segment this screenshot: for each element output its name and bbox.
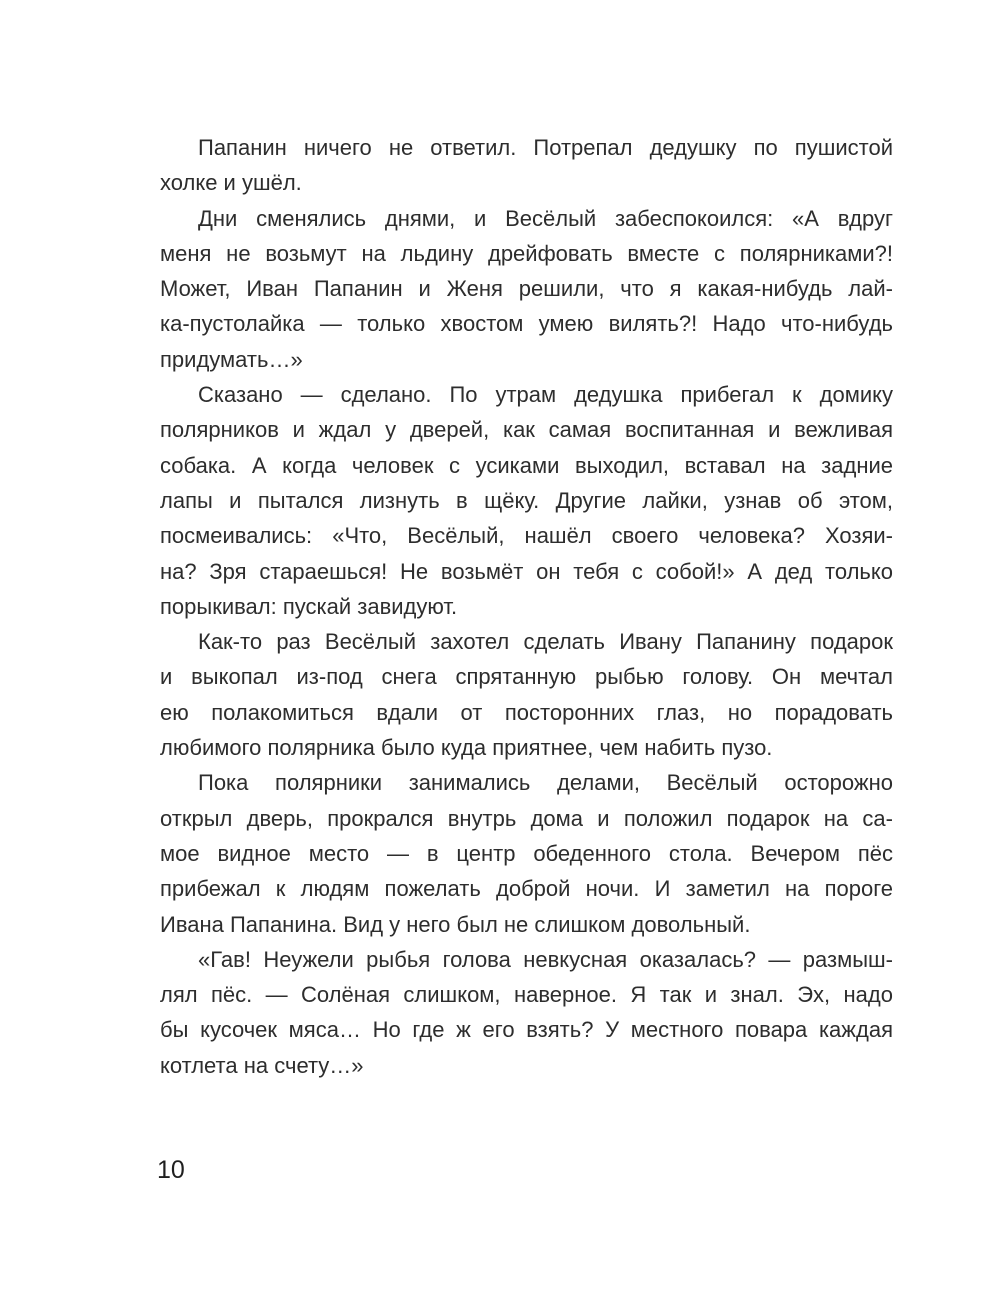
text-line: Может, Иван Папанин и Женя решили, что я какая-нибудь лай- bbox=[160, 276, 893, 302]
paragraph bbox=[160, 624, 893, 765]
text-line: порыкивал: пускай завидуют. bbox=[160, 593, 458, 619]
text-line: Пока полярники занимались делами, Весёлый осторожно bbox=[198, 770, 893, 796]
paragraph bbox=[160, 942, 893, 1083]
text-line: котлета на счету…» bbox=[160, 1052, 364, 1078]
paragraph bbox=[160, 130, 893, 201]
text-line: любимого полярника было куда приятнее, чем набить пузо. bbox=[160, 735, 773, 761]
text-line: и выкопал из-под снега спрятанную рыбью голову. Он мечтал bbox=[160, 664, 893, 690]
paragraph bbox=[160, 377, 893, 624]
text-line: Папанин ничего не ответил. Потрепал дедушку по пушистой bbox=[198, 135, 893, 160]
paragraph bbox=[160, 765, 893, 941]
text-line: лял пёс. — Солёная слишком, наверное. Я так и знал. Эх, надо bbox=[160, 982, 893, 1008]
text-line: Сказано — сделано. По утрам дедушка прибегал к домику bbox=[198, 382, 893, 408]
text-line: мое видное место — в центр обеденного стола. Вечером пёс bbox=[160, 840, 893, 866]
paragraph bbox=[160, 201, 893, 377]
text-line: собака. А когда человек с усиками выходил, вставал на задние bbox=[160, 452, 893, 478]
text-line: лапы и пытался лизнуть в щёку. Другие лайки, узнав об этом, bbox=[160, 487, 893, 513]
text-line: Как-то раз Весёлый захотел сделать Ивану Папанину подарок bbox=[198, 629, 893, 655]
text-line: придумать…» bbox=[160, 346, 303, 372]
text-line: Дни сменялись днями, и Весёлый забеспокоился: «А вдруг bbox=[198, 205, 893, 231]
text-line: бы кусочек мяса… Но где ж его взять? У местного повара каждая bbox=[160, 1017, 893, 1043]
page-number: 10 bbox=[157, 1156, 185, 1184]
text-block bbox=[160, 130, 893, 1083]
text-line: прибежал к людям пожелать доброй ночи. И заметил на пороге bbox=[160, 876, 893, 902]
text-line: ка-пустолайка — только хвостом умею вилять?! Надо что-нибудь bbox=[160, 311, 893, 337]
text-line: меня не возьмут на льдину дрейфовать вместе с полярниками?! bbox=[160, 240, 893, 266]
text-line: Ивана Папанина. Вид у него был не слишком довольный. bbox=[160, 911, 751, 937]
text-line: полярников и ждал у дверей, как самая воспитанная и вежливая bbox=[160, 417, 893, 443]
text-line: посмеивались: «Что, Весёлый, нашёл своего человека? Хозяи- bbox=[160, 523, 893, 549]
text-line: «Гав! Неужели рыбья голова невкусная оказалась? — размыш- bbox=[198, 946, 893, 972]
text-line: холке и ушёл. bbox=[160, 170, 302, 196]
text-line: открыл дверь, прокрался внутрь дома и положил подарок на са- bbox=[160, 805, 893, 831]
text-line: на? Зря стараешься! Не возьмёт он тебя с собой!» А дед только bbox=[160, 558, 893, 584]
text-line: ею полакомиться вдали от посторонних глаз, но порадовать bbox=[160, 699, 893, 725]
